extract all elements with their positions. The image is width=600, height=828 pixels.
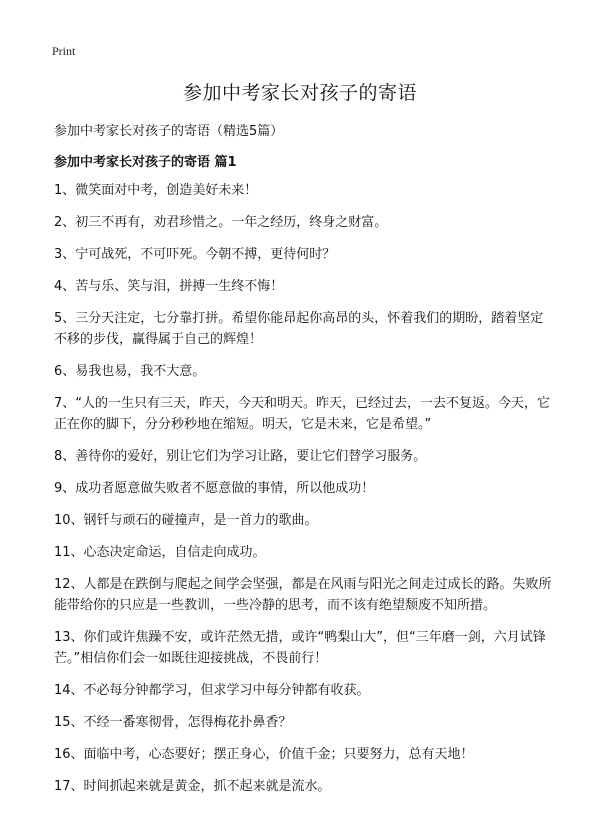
section-heading: 参加中考家长对孩子的寄语 篇1 (54, 155, 237, 170)
list-item: 7、“人的一生只有三天，昨天，今天和明天。昨天，已经过去，一去不复返。今天，它正在你的脚下，分分秒秒地在缩短。明天，它是未来，它是希望。” (54, 396, 551, 432)
list-item: 13、你们或许焦躁不安，或许茫然无措，或许“鸭梨山大”，但“三年磨一剑，六月试锋芒。”相信你们会一如既往迎接挑战，不畏前行！ (54, 630, 546, 666)
list-item: 14、不必每分钟都学习，但求学习中每分钟都有收获。 (54, 683, 370, 698)
list-item: 11、心态决定命运，自信走向成功。 (54, 545, 266, 560)
list-item: 3、宁可战死，不可吓死。今朝不搏，更待何时？ (54, 247, 336, 262)
message-list (54, 180, 554, 808)
list-item: 2、初三不再有，劝君珍惜之。一年之经历，终身之财富。 (54, 215, 388, 230)
list-item: 17、时间抓起来就是黄金，抓不起来就是流水。 (54, 779, 331, 794)
list-item: 4、苦与乐、笑与泪，拼搏一生终不悔！ (54, 279, 284, 294)
list-item: 10、钢钎与顽石的碰撞声，是一首力的歌曲。 (54, 513, 318, 528)
list-item: 1、微笑面对中考，创造美好未来！ (54, 183, 258, 198)
document-subtitle: 参加中考家长对孩子的寄语（精选5篇） (54, 124, 284, 139)
print-link[interactable]: Print (52, 44, 76, 58)
list-item: 15、不经一番寒彻骨，怎得梅花扑鼻香？ (54, 715, 292, 730)
list-item: 8、善待你的爱好，别让它们为学习让路，要让它们替学习服务。 (54, 449, 427, 464)
document-title: 参加中考家长对孩子的寄语 (182, 82, 417, 104)
list-item: 16、面临中考，心态要好；摆正身心，价值千金；只要努力，总有天地！ (54, 747, 474, 762)
list-item: 9、成功者愿意做失败者不愿意做的事情，所以他成功！ (54, 481, 375, 496)
list-item: 5、三分天注定，七分靠打拼。希望你能昂起你高昂的头，怀着我们的期盼，踏着坚定不移的步伐，赢得属于自己的辉煌！ (54, 311, 544, 347)
list-item: 12、人都是在跌倒与爬起之间学会坚强，都是在风雨与阳光之间走过成长的路。失败所能带给你的只应是一些教训，一些冷静的思考，而不该有绝望颓废不知所措。 (54, 577, 552, 613)
list-item: 6、易我也易，我不大意。 (54, 364, 206, 379)
